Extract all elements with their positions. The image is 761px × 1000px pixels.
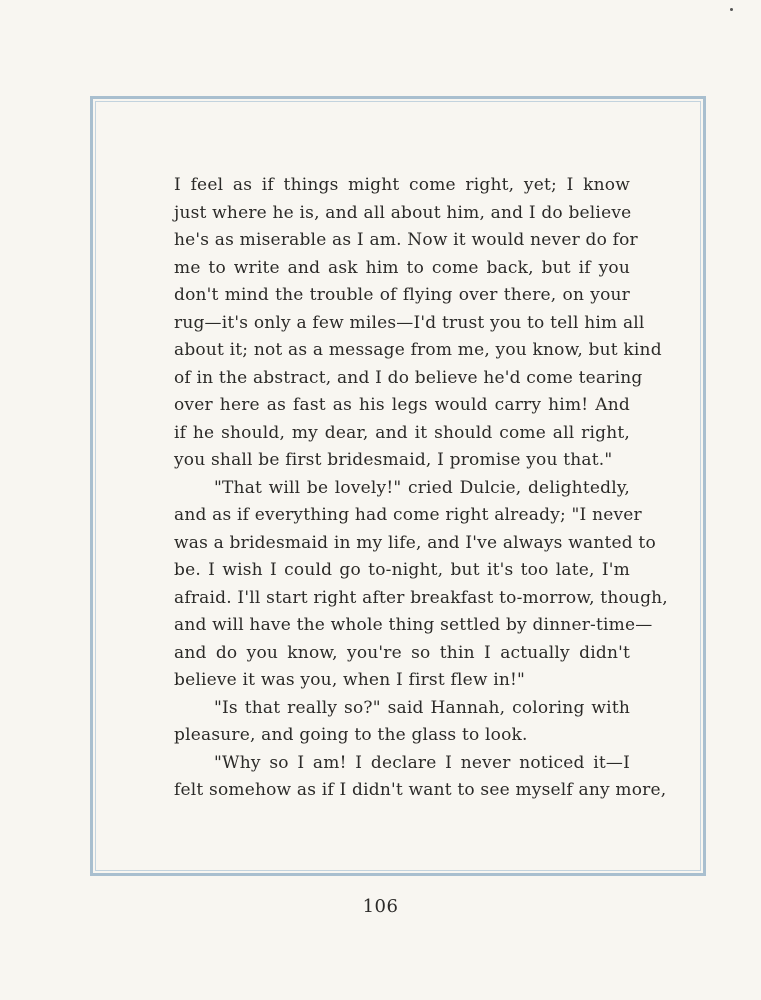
text-line: don't mind the trouble of flying over there, on your — [174, 285, 630, 305]
page-number: 106 — [362, 896, 399, 917]
body-text — [174, 172, 668, 805]
text-line: "Is that really so?" said Hannah, coloring with — [214, 697, 630, 718]
corner-speck — [730, 8, 733, 11]
text-line: I feel as if things might come right, yet; I know — [174, 175, 630, 195]
text-line: felt somehow as if I didn't want to see myself any more, — [174, 780, 667, 800]
text-line: rug—it's only a few miles—I'd trust you to tell him all — [174, 312, 645, 333]
text-line: me to write and ask him to come back, but if you — [174, 257, 630, 278]
text-line: believe it was you, when I first flew in!" — [174, 670, 526, 690]
text-line: he's as miserable as I am. Now it would never do for — [174, 230, 638, 250]
text-line: afraid. I'll start right after breakfast to-morrow, though, — [174, 587, 668, 608]
text-line: be. I wish I could go to-night, but it's too late, I'm — [174, 560, 630, 580]
text-line: if he should, my dear, and it should come all right, — [174, 422, 630, 443]
text-line: "That will be lovely!" cried Dulcie, delightedly, — [214, 477, 630, 498]
text-line: about it; not as a message from me, you know, but kind — [174, 340, 662, 360]
text-line: "Why so I am! I declare I never noticed it—I — [214, 752, 630, 773]
text-line: you shall be first bridesmaid, I promise you that." — [174, 450, 613, 470]
text-line: over here as fast as his legs would carry him! And — [174, 395, 630, 415]
text-line: just where he is, and all about him, and I do believe — [174, 202, 632, 223]
text-line: and will have the whole thing settled by dinner-time— — [174, 615, 653, 635]
text-line: was a bridesmaid in my life, and I've always wanted to — [174, 532, 656, 553]
text-line: and as if everything had come right already; "I never — [174, 505, 642, 525]
text-line: pleasure, and going to the glass to look. — [174, 725, 528, 745]
text-line: of in the abstract, and I do believe he'd come tearing — [174, 367, 643, 388]
text-line: and do you know, you're so thin I actually didn't — [174, 642, 630, 663]
